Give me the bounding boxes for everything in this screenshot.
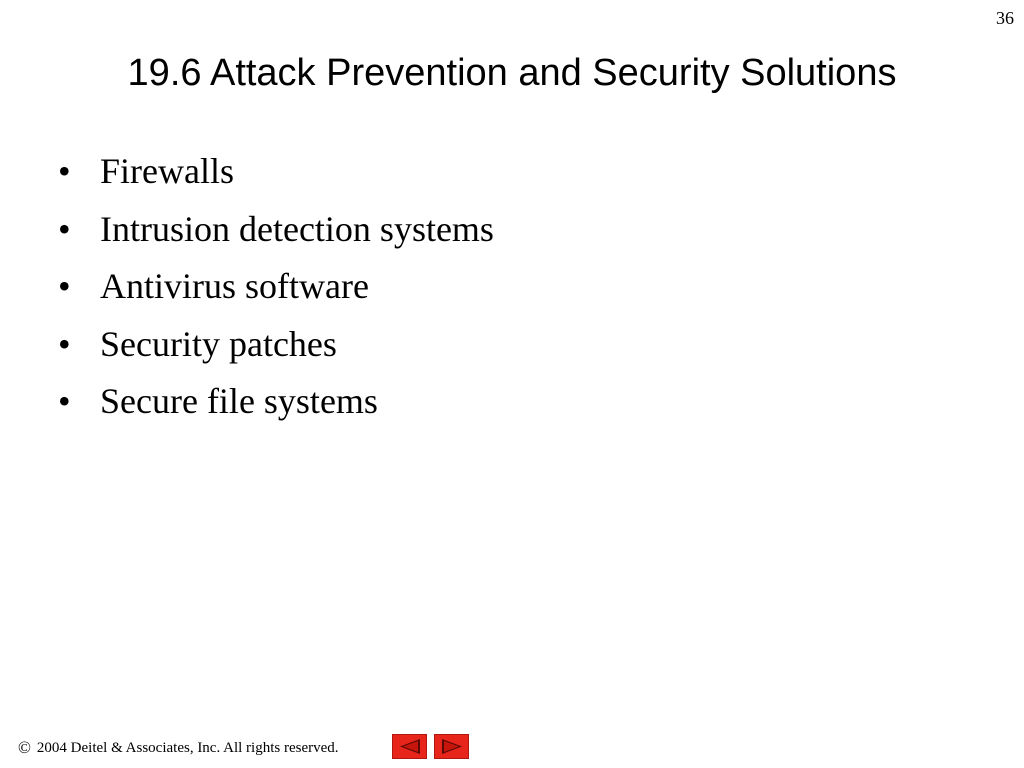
list-item <box>58 150 494 208</box>
bullet-list <box>58 150 494 438</box>
previous-slide-button[interactable] <box>392 734 427 759</box>
list-item <box>58 265 494 323</box>
slide-number: 36 <box>996 8 1014 28</box>
bullet-text: Secure file systems <box>100 381 378 421</box>
bullet-text: Antivirus software <box>100 266 369 306</box>
triangle-right-icon <box>441 738 463 755</box>
bullet-text: Security patches <box>100 323 337 364</box>
slide-navigation <box>392 734 469 759</box>
bullet-icon: • <box>58 323 71 364</box>
bullet-text: Firewalls <box>100 151 234 191</box>
footer <box>18 738 339 758</box>
bullet-icon: • <box>58 266 71 306</box>
copyright-icon: © <box>18 738 31 757</box>
triangle-left-icon <box>399 738 421 755</box>
list-item <box>58 380 494 438</box>
bullet-text: Intrusion detection systems <box>100 208 494 249</box>
list-item <box>58 323 494 381</box>
bullet-icon: • <box>58 208 71 249</box>
bullet-icon: • <box>58 381 71 421</box>
next-slide-button[interactable] <box>434 734 469 759</box>
slide-title: 19.6 Attack Prevention and Security Solutions <box>127 52 897 94</box>
copyright-text: 2004 Deitel & Associates, Inc. All rights reserved. <box>36 739 339 756</box>
list-item <box>58 208 494 266</box>
bullet-icon: • <box>58 151 71 191</box>
